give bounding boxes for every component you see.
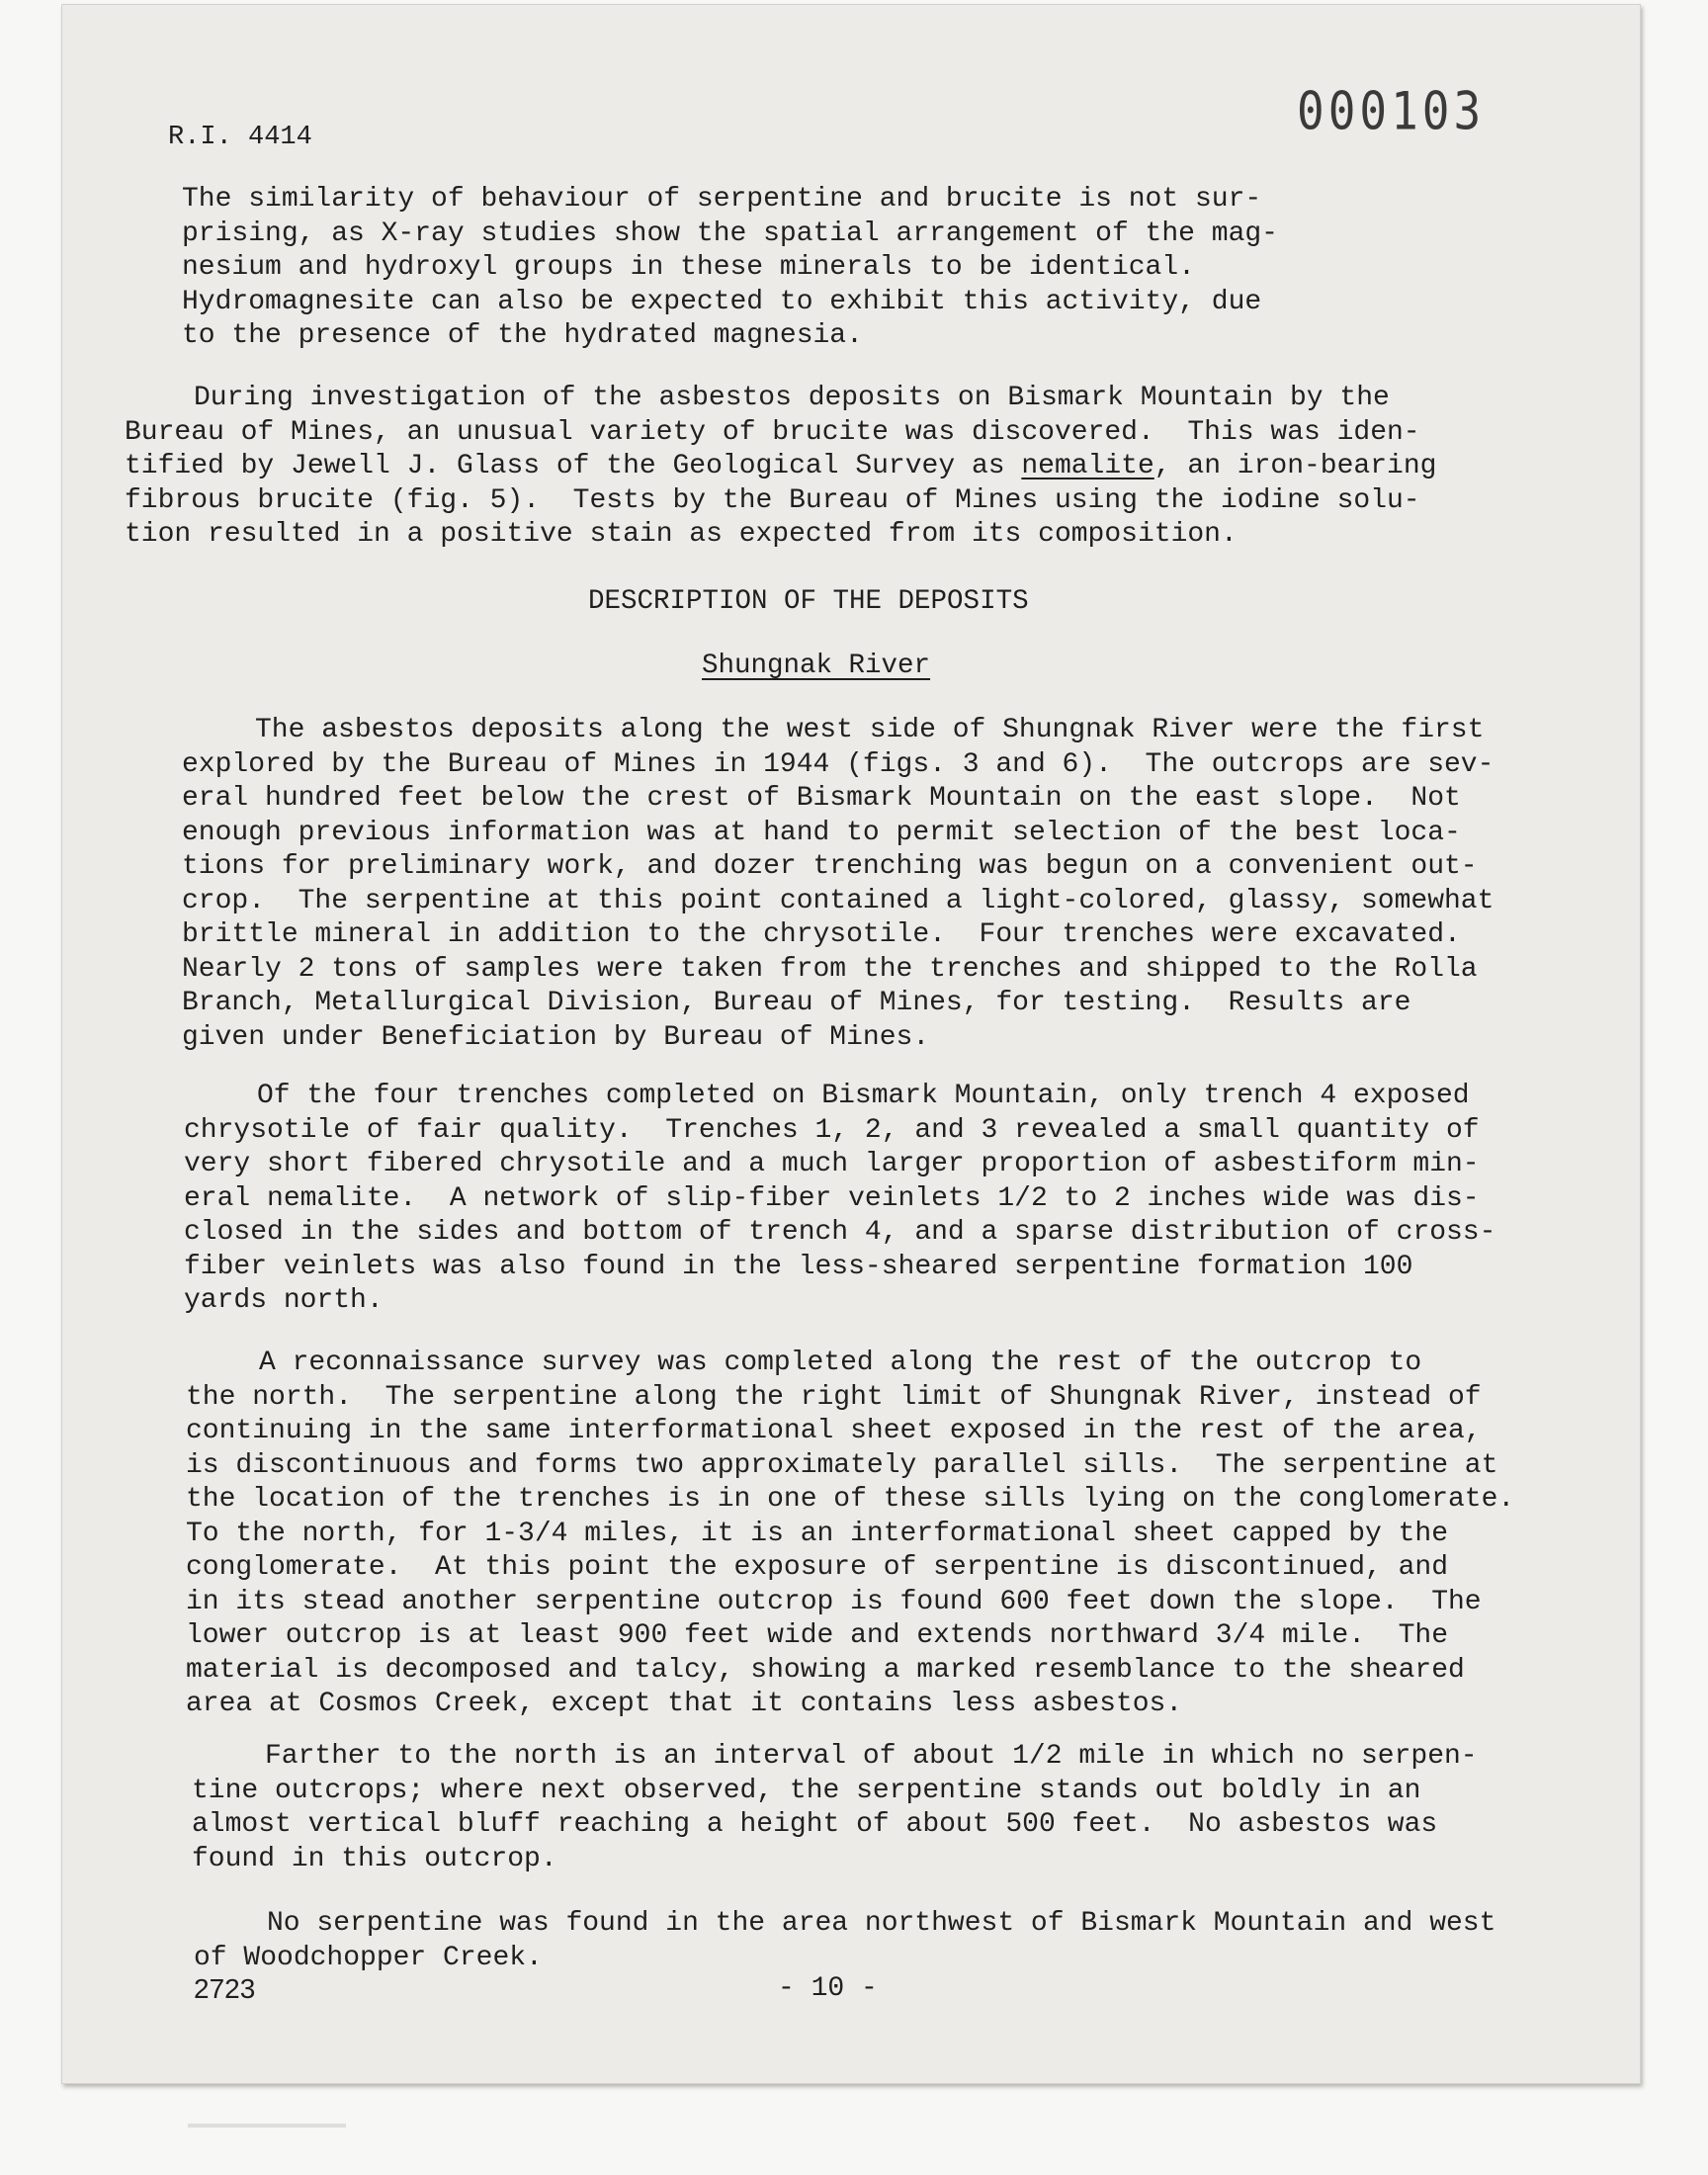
text-line: conglomerate. At this point the exposure of serpentine is discontinued, and — [186, 1552, 1449, 1583]
text-segment: , an iron-bearing — [1153, 451, 1437, 481]
report-number: R.I. 4414 — [168, 123, 312, 152]
text-line: material is decomposed and talcy, showing a marked resemblance to the sheared — [186, 1654, 1465, 1686]
underlined-term: nemalite — [1021, 451, 1154, 481]
paragraph-shungnak-river — [182, 714, 1494, 1055]
text-line: The asbestos deposits along the west side of Shungnak River were the first — [255, 715, 1485, 745]
text-line: explored by the Bureau of Mines in 1944 (figs. 3 and 6). The outcrops are sev- — [182, 748, 1494, 780]
text-line: A reconnaissance survey was completed along the rest of the outcrop to — [259, 1348, 1422, 1378]
text-line: Hydromagnesite can also be expected to exhibit this activity, due — [182, 286, 1262, 317]
text-line: prising, as X-ray studies show the spatial arrangement of the mag- — [182, 218, 1278, 249]
text-line: No serpentine was found in the area northwest of Bismark Mountain and west — [267, 1908, 1496, 1939]
text-line: crop. The serpentine at this point contained a light-colored, glassy, somewhat — [182, 885, 1494, 916]
paragraph-nemalite — [125, 382, 1436, 553]
text-line: continuing in the same interformational sheet exposed in the rest of the area, — [186, 1416, 1482, 1446]
text-line: tion resulted in a positive stain as expected from its composition. — [125, 519, 1238, 550]
document-code: 2723 — [194, 1973, 256, 2004]
text-line: almost vertical bluff reaching a height of about 500 feet. No asbestos was — [192, 1809, 1438, 1840]
section-heading: DESCRIPTION OF THE DEPOSITS — [588, 586, 1029, 617]
text-line: in its stead another serpentine outcrop is found 600 feet down the slope. The — [186, 1586, 1482, 1617]
subsection-heading: Shungnak River — [702, 651, 931, 681]
text-line: the north. The serpentine along the right limit of Shungnak River, instead of — [186, 1381, 1482, 1413]
document-page — [61, 4, 1641, 2084]
text-line: very short fibered chrysotile and a much larger proportion of asbestiform min- — [184, 1149, 1480, 1179]
text-line: Branch, Metallurgical Division, Bureau of Mines, for testing. Results are — [182, 988, 1411, 1018]
text-line: to the presence of the hydrated magnesia. — [182, 320, 863, 351]
text-line: To the north, for 1-3/4 miles, it is an interformational sheet capped by the — [186, 1518, 1449, 1549]
text-segment: tified by Jewell J. Glass of the Geological Survey as — [125, 451, 1022, 481]
text-line: chrysotile of fair quality. Trenches 1, 2, and 3 revealed a small quantity of — [184, 1114, 1480, 1146]
scan-edge-strip — [188, 2124, 346, 2128]
text-line: tions for preliminary work, and dozer trenching was begun on a convenient out- — [182, 851, 1478, 882]
text-line: brittle mineral in addition to the chrysotile. Four trenches were excavated. — [182, 919, 1461, 950]
paragraph-four-trenches — [184, 1080, 1495, 1319]
text-line: enough previous information was at hand to permit selection of the best loca- — [182, 817, 1461, 848]
text-line: lower outcrop is at least 900 feet wide and extends northward 3/4 mile. The — [186, 1620, 1449, 1651]
paragraph-reconnaissance — [186, 1347, 1514, 1722]
text-line: Bureau of Mines, an unusual variety of brucite was discovered. This was iden- — [125, 416, 1420, 448]
text-line: The similarity of behaviour of serpentine and brucite is not sur- — [182, 184, 1262, 215]
text-line: tine outcrops; where next observed, the serpentine stands out boldly in an — [192, 1775, 1421, 1806]
text-line: fiber veinlets was also found in the less-sheared serpentine formation 100 — [184, 1251, 1413, 1282]
text-line-with-term — [125, 450, 1436, 484]
paragraph-northwest — [194, 1907, 1495, 1975]
text-line: During investigation of the asbestos deposits on Bismark Mountain by the — [194, 383, 1390, 413]
text-line: Farther to the north is an interval of about 1/2 mile in which no serpen- — [265, 1741, 1478, 1772]
text-line: Nearly 2 tons of samples were taken from the trenches and shipped to the Rolla — [182, 953, 1478, 985]
text-line: found in this outcrop. — [192, 1843, 557, 1874]
text-line: is discontinuous and forms two approximately parallel sills. The serpentine at — [186, 1449, 1498, 1481]
text-line: area at Cosmos Creek, except that it contains less asbestos. — [186, 1689, 1183, 1719]
text-line: nesium and hydroxyl groups in these minerals to be identical. — [182, 252, 1195, 283]
page-number: - 10 - — [778, 1973, 878, 2004]
text-line: given under Beneficiation by Bureau of Mines. — [182, 1021, 930, 1053]
text-line: of Woodchopper Creek. — [194, 1942, 543, 1973]
text-line: Of the four trenches completed on Bismark Mountain, only trench 4 exposed — [257, 1081, 1470, 1111]
text-line: yards north. — [184, 1285, 384, 1316]
text-line: fibrous brucite (fig. 5). Tests by the Bureau of Mines using the iodine solu- — [125, 484, 1420, 516]
text-line: eral nemalite. A network of slip-fiber veinlets 1/2 to 2 inches wide was dis- — [184, 1182, 1480, 1214]
paragraph-serpentine-brucite — [182, 183, 1278, 354]
paragraph-farther-north — [192, 1740, 1478, 1876]
text-line: eral hundred feet below the crest of Bismark Mountain on the east slope. Not — [182, 783, 1461, 814]
page-stamp-number: 000103 — [1297, 80, 1486, 142]
text-line: the location of the trenches is in one of these sills lying on the conglomerate. — [186, 1484, 1515, 1515]
text-line: closed in the sides and bottom of trench 4, and a sparse distribution of cross- — [184, 1217, 1496, 1248]
